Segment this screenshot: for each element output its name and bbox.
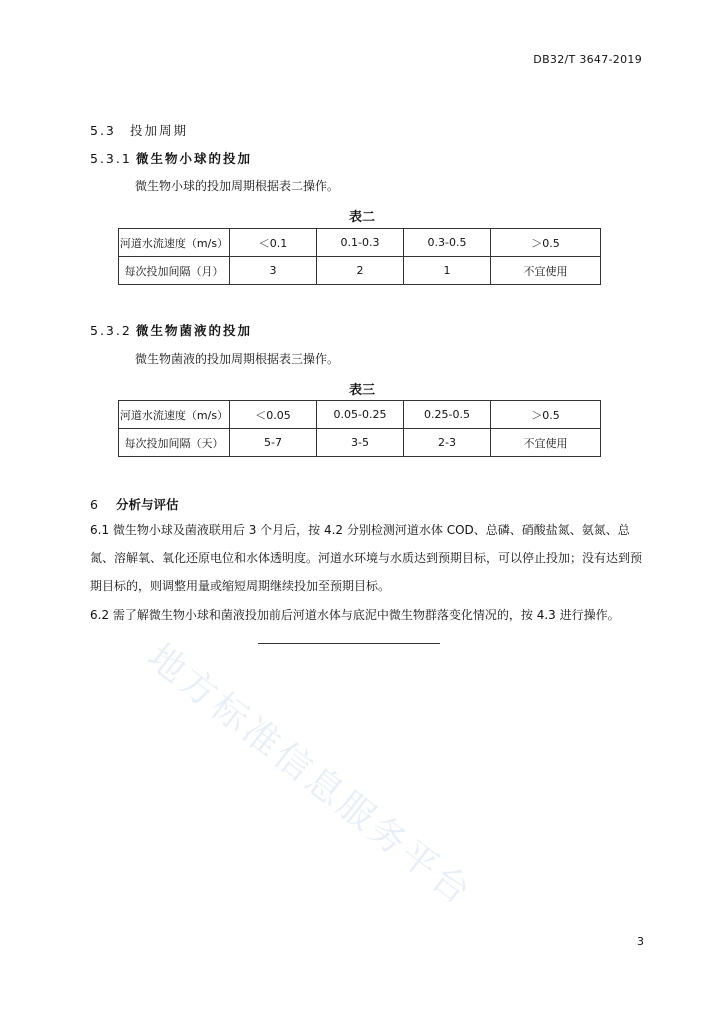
table-cell: ＜0.1 xyxy=(230,229,317,257)
section-title: 微生物小球的投加 xyxy=(136,151,253,166)
section-heading-5-3-1 xyxy=(90,149,252,167)
table-caption: 表二 xyxy=(348,210,375,225)
table-3 xyxy=(118,400,601,457)
section-heading-5-3-2 xyxy=(90,321,252,339)
table-row xyxy=(119,429,601,457)
table-cell: 0.05-0.25 xyxy=(317,401,404,429)
table-cell: 0.1-0.3 xyxy=(317,229,404,257)
section-number: 5.3.2 xyxy=(90,323,132,338)
table-cell: 5-7 xyxy=(230,429,317,457)
table-cell: 2-3 xyxy=(404,429,491,457)
table-row xyxy=(119,401,601,429)
page-number: 3 xyxy=(637,935,644,948)
section-title: 微生物菌液的投加 xyxy=(136,323,253,338)
paragraph: 微生物菌液的投加周期根据表三操作。 xyxy=(135,352,340,366)
watermark: 地方标准信息服务平台 xyxy=(139,636,481,915)
section-title: 分析与评估 xyxy=(116,497,179,512)
table-cell: 河道水流速度（m/s） xyxy=(119,401,230,429)
section-number: 6 xyxy=(90,497,100,512)
table-cell: 0.25-0.5 xyxy=(404,401,491,429)
document-code: DB32/T 3647-2019 xyxy=(533,53,642,66)
section-title: 投加周期 xyxy=(130,123,189,138)
table-cell: 3 xyxy=(230,257,317,285)
section-heading-5-3 xyxy=(90,121,188,139)
table-cell: 不宜使用 xyxy=(491,257,601,285)
table-cell: 0.3-0.5 xyxy=(404,229,491,257)
section-heading-6 xyxy=(90,495,179,513)
table-cell: ＞0.5 xyxy=(491,229,601,257)
table-cell: 1 xyxy=(404,257,491,285)
table-cell: 河道水流速度（m/s） xyxy=(119,229,230,257)
table-cell: ＞0.5 xyxy=(491,401,601,429)
paragraph-6-1: 6.1 微生物小球及菌液联用后 3 个月后，按 4.2 分别检测河道水体 COD、总磷、硝酸盐氮、氨氮、总氮、溶解氧、氧化还原电位和水体透明度。河道水环境与水质达到预期目标，可以停止投加；没有达到预期目标的，则调整用量或缩短周期继续投加至预期目标。 xyxy=(90,523,643,593)
table-2 xyxy=(118,228,601,285)
table-cell: 3-5 xyxy=(317,429,404,457)
table-cell: 每次投加间隔（天） xyxy=(119,429,230,457)
table-row xyxy=(119,229,601,257)
table-cell: 每次投加间隔（月） xyxy=(119,257,230,285)
section-number: 5.3.1 xyxy=(90,151,132,166)
table-cell: 不宜使用 xyxy=(491,429,601,457)
paragraph: 微生物小球的投加周期根据表二操作。 xyxy=(135,179,340,193)
table-cell: 2 xyxy=(317,257,404,285)
table-caption: 表三 xyxy=(348,383,375,398)
paragraph-6-2: 6.2 需了解微生物小球和菌液投加前后河道水体与底泥中微生物群落变化情况的，按 4.3 进行操作。 xyxy=(90,608,620,622)
table-cell: ＜0.05 xyxy=(230,401,317,429)
end-separator-line xyxy=(258,643,440,644)
table-row xyxy=(119,257,601,285)
section-number: 5.3 xyxy=(90,123,116,138)
